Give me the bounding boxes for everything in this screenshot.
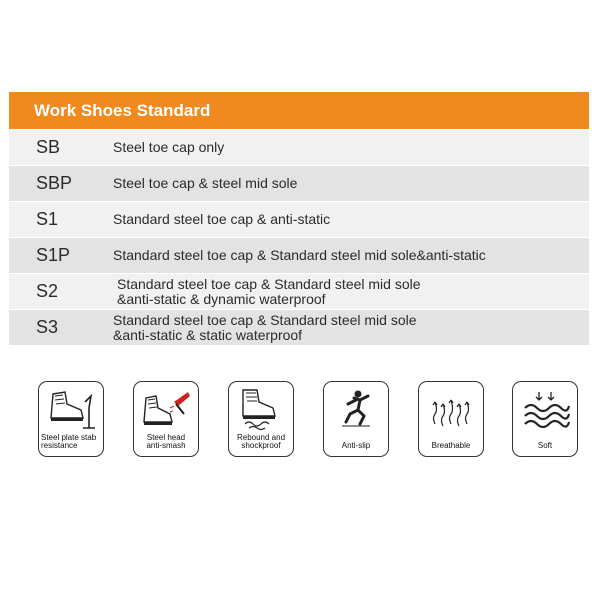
rebound-boot-icon bbox=[235, 388, 287, 432]
standard-code: SB bbox=[36, 137, 61, 157]
table-row bbox=[9, 237, 589, 273]
feature-label: Breathable bbox=[431, 441, 471, 450]
standard-description: Standard steel toe cap & Standard steel mid sole &anti-static & dynamic waterproof bbox=[117, 275, 421, 307]
standard-code: S3 bbox=[36, 317, 59, 337]
standard-description: Steel toe cap & steel mid sole bbox=[113, 175, 298, 191]
table-row bbox=[9, 165, 589, 201]
feature-steel-plate bbox=[38, 381, 104, 457]
anti-slip-icon bbox=[330, 388, 382, 432]
standard-description: Standard steel toe cap & anti-static bbox=[113, 211, 331, 227]
feature-breathable bbox=[418, 381, 484, 457]
feature-anti-slip bbox=[323, 381, 389, 457]
steel-head-boot-icon bbox=[140, 388, 192, 432]
standard-description: Steel toe cap only bbox=[113, 139, 225, 155]
work-shoes-standard-table bbox=[9, 92, 589, 345]
standard-code: S2 bbox=[36, 281, 59, 301]
feature-label: Anti-slip bbox=[341, 441, 371, 450]
feature-soft bbox=[512, 381, 578, 457]
standard-code: S1 bbox=[36, 209, 59, 229]
soft-icon bbox=[519, 388, 571, 432]
table-row bbox=[9, 273, 589, 309]
breathable-icon bbox=[425, 388, 477, 432]
table-row bbox=[9, 201, 589, 237]
table-title: Work Shoes Standard bbox=[9, 92, 589, 129]
feature-label: Rebound and shockproof bbox=[236, 433, 286, 450]
standard-description: Standard steel toe cap & Standard steel mid sole &anti-static & static waterproof bbox=[113, 311, 417, 343]
standard-code: SBP bbox=[36, 173, 73, 193]
standard-code: S1P bbox=[36, 245, 71, 265]
feature-steel-head bbox=[133, 381, 199, 457]
feature-rebound bbox=[228, 381, 294, 457]
standard-description: Standard steel toe cap & Standard steel mid sole&anti-static bbox=[113, 247, 486, 263]
feature-label: Steel head anti-smash bbox=[146, 433, 186, 450]
table-row bbox=[9, 309, 589, 345]
steel-plate-boot-icon bbox=[45, 388, 97, 432]
feature-label: Soft bbox=[537, 441, 553, 450]
feature-label: Steel plate stab resistance bbox=[41, 433, 97, 450]
feature-icons bbox=[38, 381, 578, 461]
table-row bbox=[9, 129, 589, 165]
